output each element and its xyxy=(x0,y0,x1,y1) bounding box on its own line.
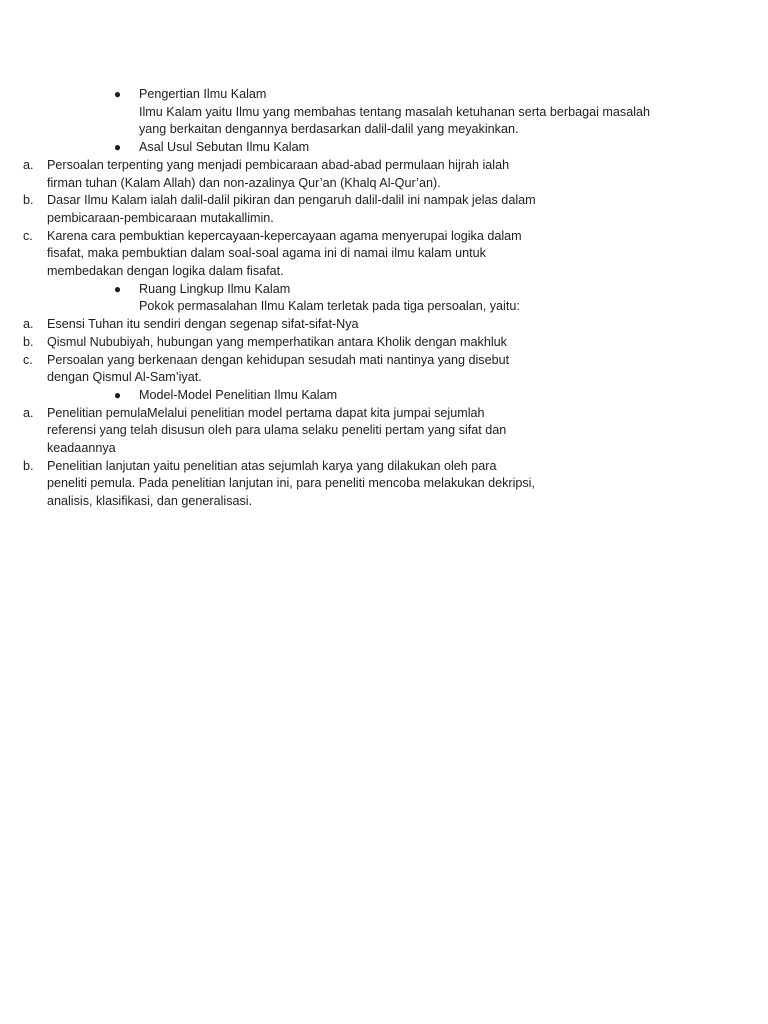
section-ruang-lingkup xyxy=(0,281,768,316)
list-item xyxy=(0,316,537,334)
section-paragraph: Ilmu Kalam yaitu Ilmu yang membahas tentang masalah ketuhanan serta berbagai masalah yang berkaitan dengannya berdasarkan dalil-dalil yang meyakinkan. xyxy=(139,104,651,137)
list-item-text: Persoalan yang berkenaan dengan kehidupan sesudah mati nantinya yang disebut dengan Qismul Al-Sam’iyat. xyxy=(47,352,510,385)
list-item xyxy=(0,405,537,458)
list-item xyxy=(0,228,537,281)
bullet-icon: ● xyxy=(113,387,122,402)
list-item-text: Penelitian pemulaMelalui penelitian model pertama dapat kita jumpai sejumlah referensi yang telah disusun oleh para ulama selaku peneliti pertam yang sifat dan keadaannya xyxy=(47,405,507,456)
list-marker: a. xyxy=(23,157,34,172)
section-heading: Pengertian Ilmu Kalam xyxy=(139,87,267,101)
list-marker: a. xyxy=(23,317,34,332)
bullet-icon: ● xyxy=(113,87,122,101)
list-item-text: Penelitian lanjutan yaitu penelitian atas sejumlah karya yang dilakukan oleh para peneliti pemula. Pada penelitian lanjutan ini, para peneliti mencoba melakukan dekripsi, analisis, klasifikasi, dan generalisasi. xyxy=(47,458,535,509)
list-marker: b. xyxy=(23,334,34,349)
list-item xyxy=(0,192,537,227)
list-marker: c. xyxy=(23,228,33,243)
list-item xyxy=(0,458,537,511)
document-body xyxy=(0,86,768,511)
list-item xyxy=(0,334,537,352)
section-paragraph: Pokok permasalahan Ilmu Kalam terletak pada tiga persoalan, yaitu: xyxy=(139,299,520,314)
section-heading: Asal Usul Sebutan Ilmu Kalam xyxy=(139,140,310,155)
list-item-text: Qismul Nububiyah, hubungan yang memperhatikan antara Kholik dengan makhluk xyxy=(47,334,507,349)
bullet-icon: ● xyxy=(113,140,122,155)
list-item-text: Dasar Ilmu Kalam ialah dalil-dalil pikiran dan pengaruh dalil-dalil ini nampak jelas dalam pembicaraan-pembicaraan mutakallimin. xyxy=(47,193,536,225)
list-marker: a. xyxy=(23,405,34,420)
list-item-text: Persoalan terpenting yang menjadi pembicaraan abad-abad permulaan hijrah ialah firman tuhan (Kalam Allah) dan non-azalinya Qur’an (Khalq Al-Qur’an). xyxy=(47,157,510,190)
list-item-text: Karena cara pembuktian kepercayaan-kepercayaan agama menyerupai logika dalam fisafat, maka pembuktian dalam soal-soal agama ini di namai ilmu kalam untuk membedakan dengan logika dalam fisafat. xyxy=(47,228,522,279)
list-marker: c. xyxy=(23,352,33,367)
list-item-text: Esensi Tuhan itu sendiri dengan segenap sifat-sifat-Nya xyxy=(47,317,359,332)
list-item xyxy=(0,352,537,387)
list-marker: b. xyxy=(23,193,34,208)
list-item xyxy=(0,157,537,192)
section-heading: Model-Model Penelitian Ilmu Kalam xyxy=(139,387,338,402)
list-marker: b. xyxy=(23,458,34,473)
section-pengertian xyxy=(0,86,768,139)
section-asal-usul xyxy=(0,139,768,157)
section-heading: Ruang Lingkup Ilmu Kalam xyxy=(139,281,291,296)
section-model-penelitian xyxy=(0,387,768,405)
bullet-icon: ● xyxy=(113,281,122,296)
